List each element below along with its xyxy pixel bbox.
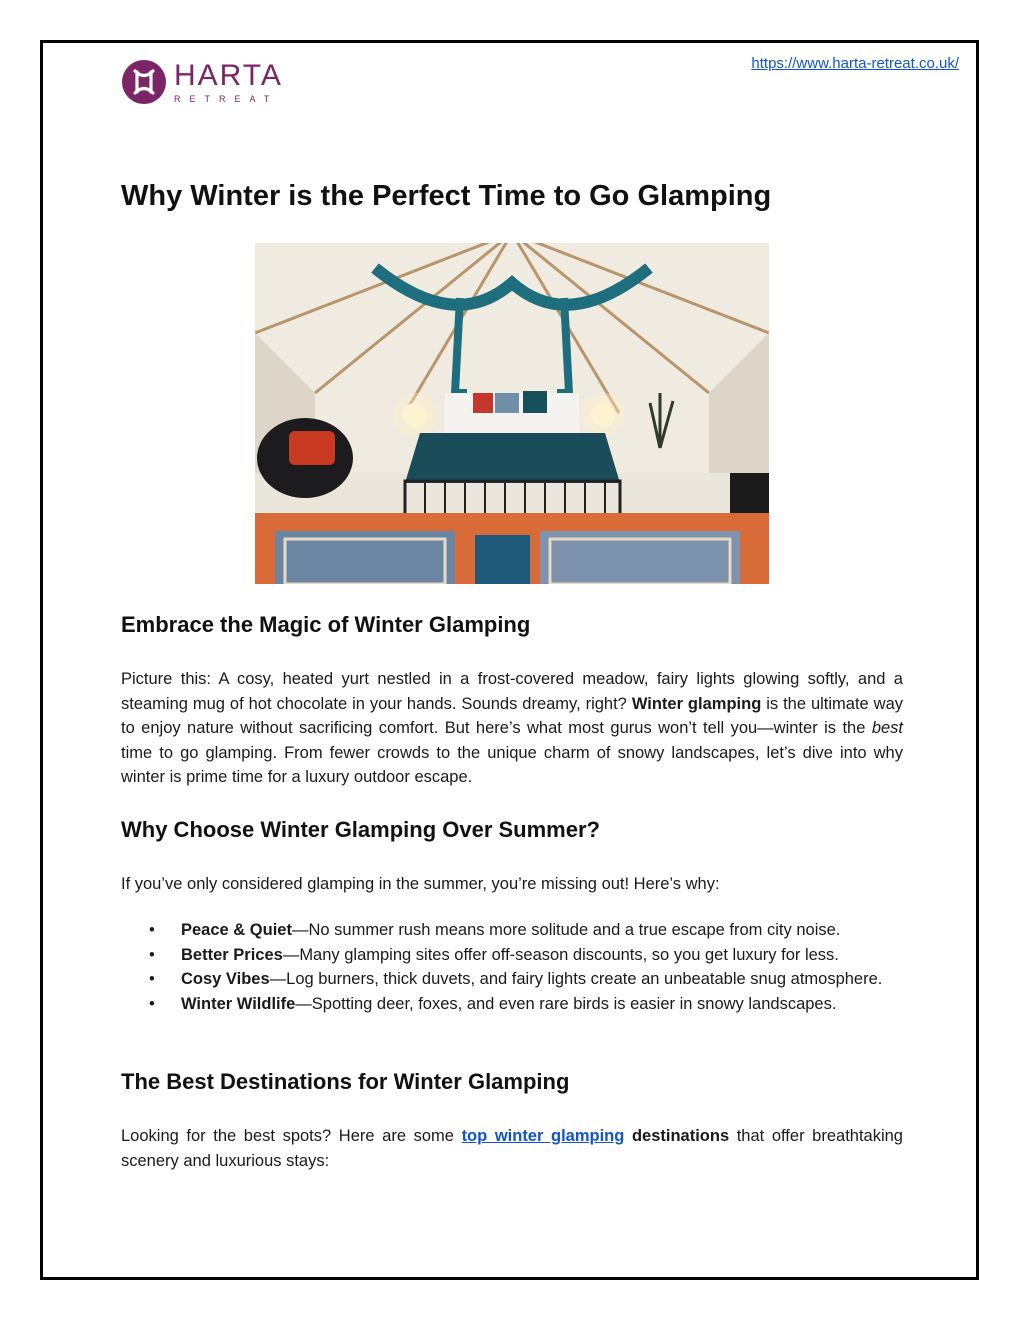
bullet-text: —Log burners, thick duvets, and fairy lights create an unbeatable snug atmosphere. [269,970,883,988]
section-heading-embrace: Embrace the Magic of Winter Glamping [121,612,531,637]
harta-retreat-logo[interactable] [122,60,283,104]
logo-mark-icon [122,60,166,104]
bullet-text: —No summer rush means more solitude and a true escape from city noise. [291,921,841,939]
intro-text-c: time to go glamping. From fewer crowds to the unique charm of snowy landscapes, let’s dive into why winter is prime time for a luxury outdoor escape. [121,743,903,786]
list-item [121,992,903,1017]
destinations-text-a: Looking for the best spots? Here are some [121,1127,462,1145]
page-title: Why Winter is the Perfect Time to Go Glamping [121,180,772,212]
site-url-link[interactable]: https://www.harta-retreat.co.uk/ [751,55,959,72]
section-heading-destinations: The Best Destinations for Winter Glamping [121,1069,570,1094]
list-item [121,967,903,992]
intro-text-a: Picture this: A cosy, heated yurt nestled in a frost-covered meadow, fairy lights glowing softly, and a steaming mug of hot chocolate in your hands. Sounds dreamy, right? [121,670,903,713]
list-item [121,918,903,943]
section-heading-why-choose: Why Choose Winter Glamping Over Summer? [121,817,600,842]
destinations-bold: destinations [624,1127,730,1145]
bullet-label: Cosy Vibes [181,970,270,988]
logo-subtitle: RETREAT [174,93,279,104]
destinations-paragraph [121,1124,903,1173]
benefits-list [121,918,903,1016]
why-choose-intro: If you’ve only considered glamping in the summer, you’re missing out! Here’s why: [121,875,720,893]
list-item [121,943,903,968]
bullet-text: —Spotting deer, foxes, and even rare birds is easier in snowy landscapes. [295,994,837,1013]
bullet-text: —Many glamping sites offer off-season discounts, so you get luxury for less. [282,945,839,964]
yurt-interior-image [255,243,769,584]
intro-paragraph [121,667,903,790]
intro-bold-winter-glamping: Winter glamping [631,694,762,713]
top-winter-glamping-link[interactable]: top winter glamping [461,1127,625,1145]
bullet-label: Better Prices [181,945,283,964]
bullet-label: Peace & Quiet [181,921,292,939]
intro-em-best: best [871,719,903,737]
logo-wordmark: HARTA [174,58,283,92]
bullet-label: Winter Wildlife [181,994,296,1013]
destinations-text-b: that offer breathtaking scenery and luxurious stays: [121,1127,903,1170]
intro-text-b: is the ultimate way to enjoy nature without sacrificing comfort. But here’s what most gurus won’t tell you—winter is the [121,694,904,737]
